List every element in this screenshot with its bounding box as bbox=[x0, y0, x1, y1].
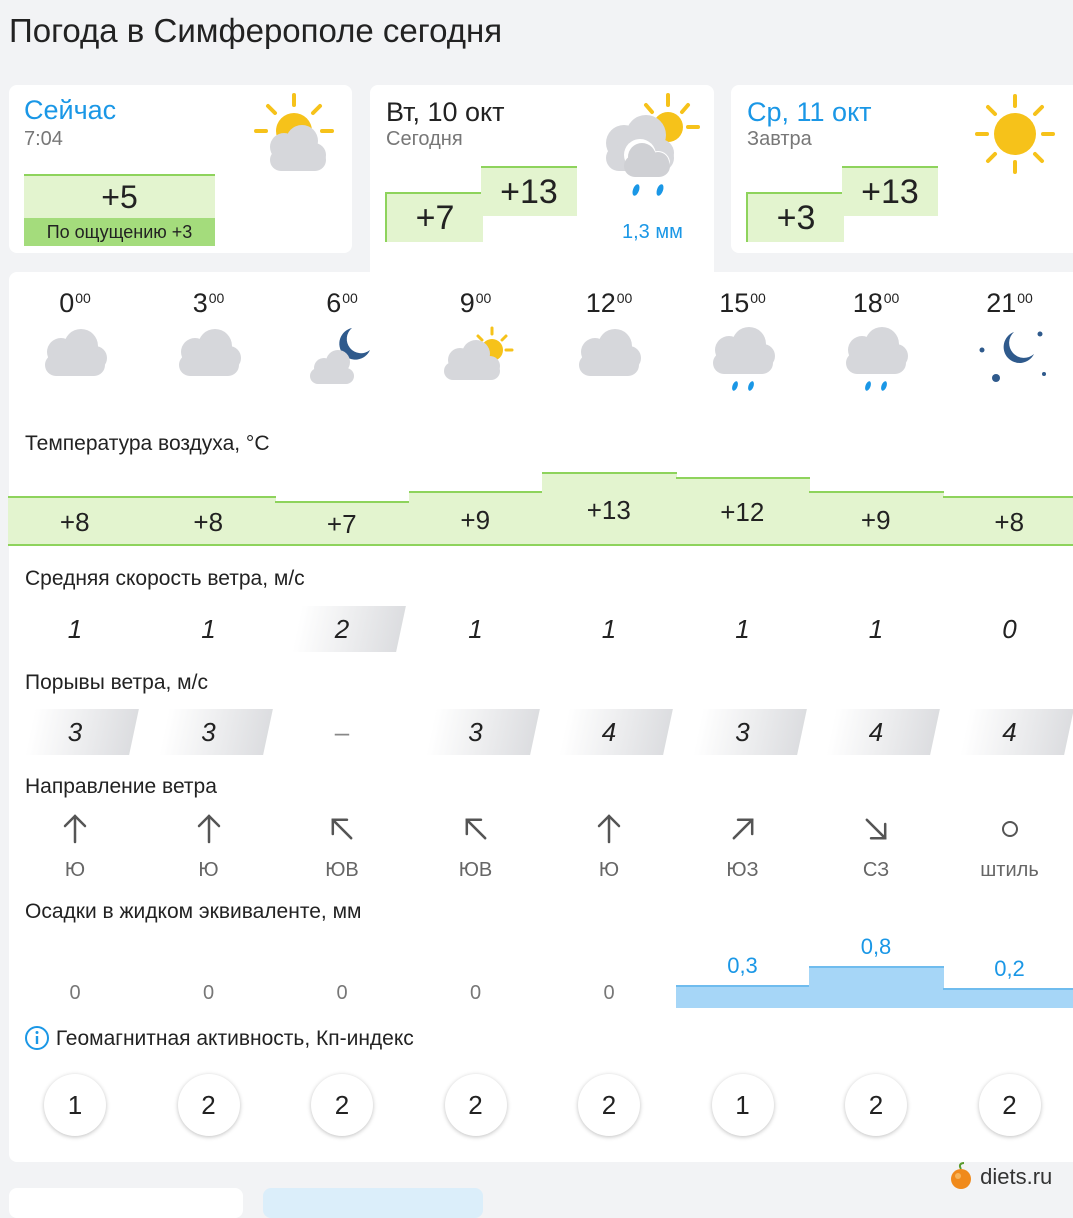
wind-speed: 2 bbox=[275, 614, 409, 645]
wind-section-label: Средняя скорость ветра, м/с bbox=[25, 567, 305, 591]
temp-value: +12 bbox=[676, 497, 810, 528]
wind-dir-label: штиль bbox=[943, 859, 1073, 882]
precip-section-label: Осадки в жидком эквиваленте, мм bbox=[25, 900, 361, 924]
hour-label: $21^{00}$ bbox=[943, 288, 1073, 319]
wind-dir-label: Ю bbox=[142, 859, 276, 882]
wind-speed: 1 bbox=[676, 614, 810, 645]
today-temp-min: +7 bbox=[385, 192, 483, 242]
wind-speed: 1 bbox=[142, 614, 276, 645]
gust-speed: 4 bbox=[809, 717, 943, 748]
dir-section-label: Направление ветра bbox=[25, 775, 217, 799]
precip-value: 0 bbox=[542, 982, 676, 1005]
hour-label: $18^{00}$ bbox=[809, 288, 943, 319]
cloud-icon bbox=[573, 322, 647, 398]
sun-cloud-icon bbox=[440, 322, 514, 398]
precip-value: 0 bbox=[409, 982, 543, 1005]
wind-dir-label: ЮЗ bbox=[676, 859, 810, 882]
gust-section-label: Порывы ветра, м/с bbox=[25, 671, 208, 695]
wind-speed: 1 bbox=[409, 614, 543, 645]
temp-value: +8 bbox=[943, 507, 1073, 538]
now-card[interactable] bbox=[9, 85, 352, 253]
bottom-tab-left[interactable] bbox=[9, 1188, 243, 1218]
temp-value: +13 bbox=[542, 495, 676, 526]
arrow-up-icon bbox=[142, 812, 276, 851]
wind-speed: 1 bbox=[809, 614, 943, 645]
kp-index-badge: 2 bbox=[445, 1074, 507, 1136]
cloud-icon bbox=[173, 322, 247, 398]
hour-label: $0^{00}$ bbox=[8, 288, 142, 319]
gust-speed: 3 bbox=[142, 717, 276, 748]
cloud-rain-icon bbox=[840, 322, 914, 398]
tomorrow-sub: Завтра bbox=[747, 128, 812, 151]
now-feels: По ощущению +3 bbox=[24, 218, 215, 246]
tomorrow-temp-min: +3 bbox=[746, 192, 844, 242]
temp-value: +7 bbox=[275, 509, 409, 540]
wind-dir-label: СЗ bbox=[809, 859, 943, 882]
page-title: Погода в Симферополе сегодня bbox=[9, 12, 502, 50]
watermark bbox=[948, 1162, 1052, 1190]
today-card[interactable] bbox=[370, 85, 714, 275]
hour-label: $9^{00}$ bbox=[409, 288, 543, 319]
today-day: Вт, 10 окт bbox=[386, 97, 505, 128]
now-temp: +5 bbox=[24, 179, 215, 216]
info-icon[interactable] bbox=[24, 1025, 50, 1051]
precip-value: 0 bbox=[142, 982, 276, 1005]
hour-label: $15^{00}$ bbox=[676, 288, 810, 319]
wind-speed: 1 bbox=[8, 614, 142, 645]
precip-bar bbox=[809, 966, 944, 1008]
kp-index-badge: 2 bbox=[178, 1074, 240, 1136]
gust-speed: – bbox=[275, 717, 409, 748]
arrow-up-right-icon bbox=[676, 812, 810, 851]
bottom-tab-right[interactable] bbox=[263, 1188, 483, 1218]
temp-section-label: Температура воздуха, °C bbox=[25, 432, 269, 456]
kp-index-badge: 1 bbox=[44, 1074, 106, 1136]
kp-index-badge: 2 bbox=[979, 1074, 1041, 1136]
hour-label: $3^{00}$ bbox=[142, 288, 276, 319]
today-sub: Сегодня bbox=[386, 128, 463, 151]
geo-section[interactable] bbox=[24, 1025, 414, 1051]
geo-section-label: Геомагнитная активность, Кп-индекс bbox=[56, 1027, 414, 1050]
precip-bar bbox=[676, 985, 811, 1008]
precip-value: 0 bbox=[8, 982, 142, 1005]
sun-behind-cloud-icon bbox=[254, 93, 334, 175]
arrow-up-icon bbox=[542, 812, 676, 851]
wind-speed: 1 bbox=[542, 614, 676, 645]
gust-speed: 3 bbox=[676, 717, 810, 748]
moon-cloud-icon bbox=[306, 322, 380, 398]
gust-speed: 4 bbox=[542, 717, 676, 748]
today-temp-max: +13 bbox=[481, 166, 577, 216]
hour-label: $12^{00}$ bbox=[542, 288, 676, 319]
arrow-up-left-icon bbox=[275, 812, 409, 851]
arrow-down-right-icon bbox=[809, 812, 943, 851]
circle-icon bbox=[943, 812, 1073, 851]
now-temp-box bbox=[24, 174, 215, 246]
gust-speed: 3 bbox=[409, 717, 543, 748]
precip-value: 0 bbox=[275, 982, 409, 1005]
precip-bar bbox=[943, 988, 1073, 1008]
temp-value: +9 bbox=[809, 505, 943, 536]
wind-speed: 0 bbox=[943, 614, 1073, 645]
sun-cloud-rain-icon bbox=[602, 93, 702, 203]
tomorrow-day: Ср, 11 окт bbox=[747, 97, 872, 128]
tomorrow-temp-max: +13 bbox=[842, 166, 938, 216]
sun-icon bbox=[975, 94, 1055, 174]
precip-value: 0,3 bbox=[676, 953, 810, 979]
watermark-text: diets.ru bbox=[980, 1164, 1052, 1189]
cloud-icon bbox=[39, 322, 113, 398]
tomorrow-card[interactable] bbox=[731, 85, 1073, 253]
moon-stars-icon bbox=[974, 322, 1048, 398]
kp-index-badge: 1 bbox=[712, 1074, 774, 1136]
wind-dir-label: ЮВ bbox=[409, 859, 543, 882]
cloud-rain-icon bbox=[707, 322, 781, 398]
now-label: Сейчас bbox=[24, 95, 116, 126]
apple-logo-icon bbox=[948, 1162, 974, 1190]
kp-index-badge: 2 bbox=[311, 1074, 373, 1136]
wind-dir-label: ЮВ bbox=[275, 859, 409, 882]
temp-value: +9 bbox=[409, 505, 543, 536]
wind-dir-label: Ю bbox=[8, 859, 142, 882]
precip-value: 0,2 bbox=[943, 956, 1073, 982]
wind-dir-label: Ю bbox=[542, 859, 676, 882]
arrow-up-icon bbox=[8, 812, 142, 851]
temp-value: +8 bbox=[8, 507, 142, 538]
gust-speed: 3 bbox=[8, 717, 142, 748]
kp-index-badge: 2 bbox=[845, 1074, 907, 1136]
kp-index-badge: 2 bbox=[578, 1074, 640, 1136]
precip-value: 0,8 bbox=[809, 934, 943, 960]
hour-label: $6^{00}$ bbox=[275, 288, 409, 319]
arrow-up-left-icon bbox=[409, 812, 543, 851]
gust-speed: 4 bbox=[943, 717, 1073, 748]
today-precip: 1,3 мм bbox=[622, 221, 683, 244]
temp-value: +8 bbox=[142, 507, 276, 538]
now-time: 7:04 bbox=[24, 128, 63, 151]
